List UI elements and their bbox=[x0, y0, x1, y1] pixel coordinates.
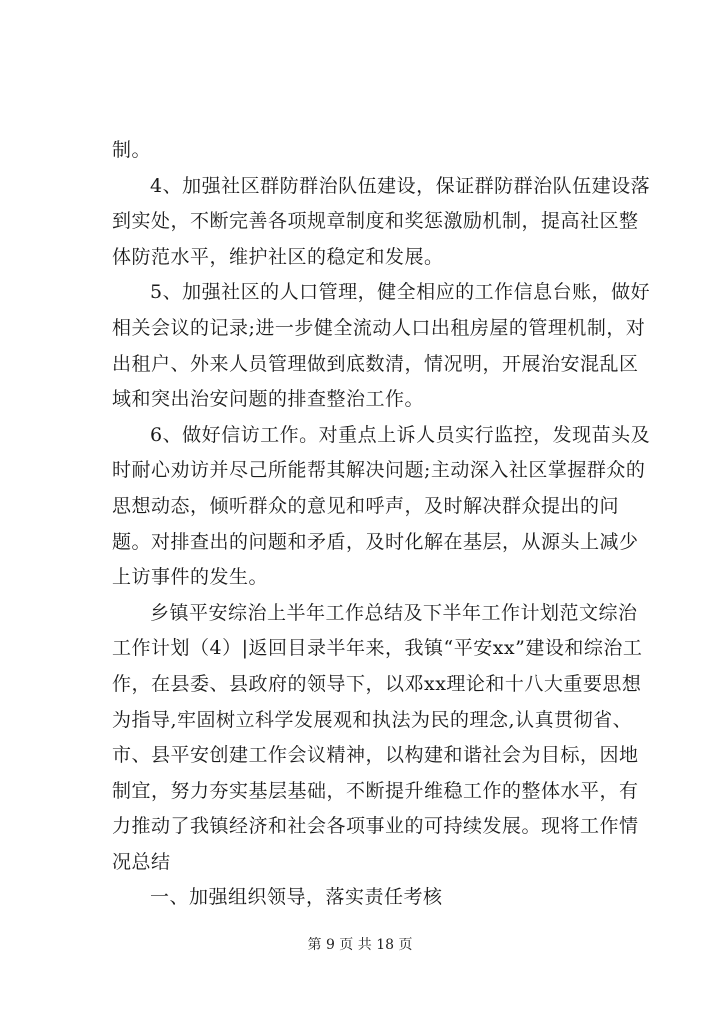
paragraph: 4、加强社区群防群治队伍建设，保证群防群治队伍建设落到实处，不断完善各项规章制度和奖惩激励机制，提高社区整体防范水平，维护社区的稳定和发展。 bbox=[112, 174, 651, 268]
paragraph: 制。 bbox=[112, 139, 152, 161]
section-heading: 一、加强组织领导，落实责任考核 bbox=[150, 886, 443, 909]
document-body bbox=[112, 133, 652, 916]
paragraph: 6、做好信访工作。对重点上诉人员实行监控，发现苗头及时耐心劝访并尽己所能帮其解决问题;主动深入社区掌握群众的思想动态，倾听群众的意见和呼声，及时解决群众提出的问题。对排查出的问题和矛盾，及时化解在基层，从源头上减少上访事件的发生。 bbox=[112, 423, 651, 589]
page-footer: 第 9 页 共 18 页 bbox=[307, 937, 413, 953]
paragraph: 5、加强社区的人口管理，健全相应的工作信息台账，做好相关会议的记录;进一步健全流动人口出租房屋的管理机制，对出租户、外来人员管理做到底数清，情况明，开展治安混乱区域和突出治安问题的排查整治工作。 bbox=[112, 281, 651, 411]
paragraph: 乡镇平安综治上半年工作总结及下半年工作计划范文综治工作计划（4）|返回目录半年来，我镇“平安xx”建设和综治工作，在县委、县政府的领导下，以邓xx理论和十八大重要思想为指导,牢固树立科学发展观和执法为民的理念,认真贯彻省、市、县平安创建工作会议精神，以构建和谐社会为目标，因地制宜，努力夯实基层基础，不断提升维稳工作的整体水平，有力推动了我镇经济和社会各项事业的可持续发展。现将工作情况总结 bbox=[112, 601, 643, 873]
